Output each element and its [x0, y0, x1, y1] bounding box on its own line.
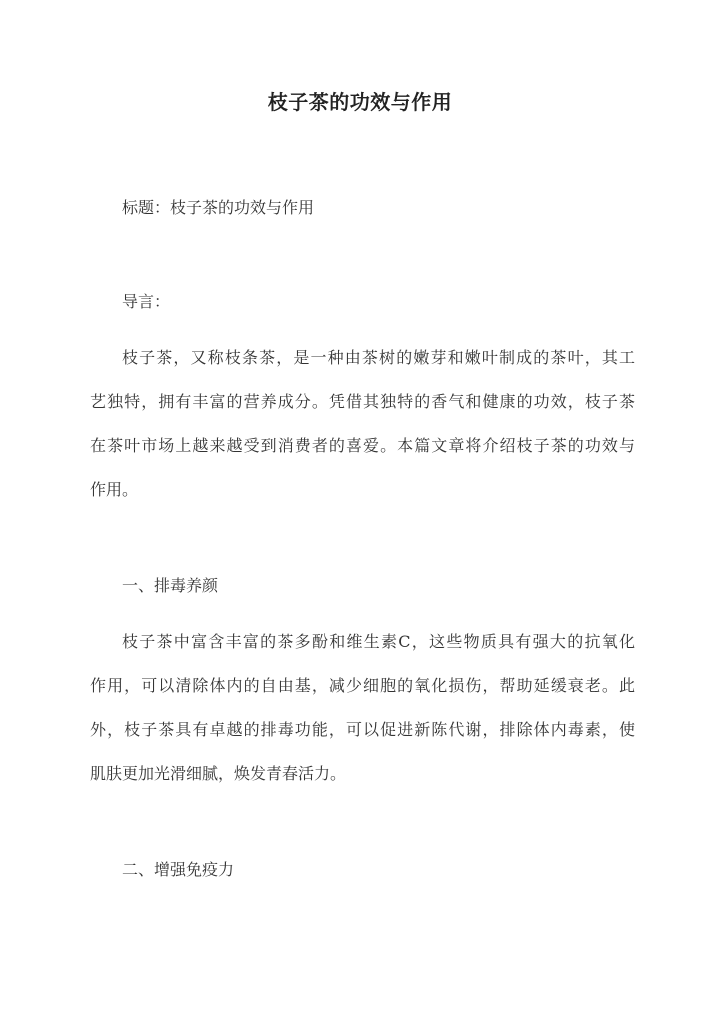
- section2-heading: 二、增强免疫力: [122, 860, 235, 879]
- intro-line-2: 艺独特，拥有丰富的营养成分。凭借其独特的香气和健康的功效，枝子茶: [90, 392, 635, 411]
- intro-line-3: 在茶叶市场上越来越受到消费者的喜爱。本篇文章将介绍枝子茶的功效与: [90, 436, 635, 455]
- intro-line-1: 枝子茶，又称枝条茶，是一种由茶树的嫩芽和嫩叶制成的茶叶，其工: [122, 348, 635, 367]
- subtitle-line: 标题：枝子茶的功效与作用: [122, 198, 315, 217]
- section1-line-3: 外，枝子茶具有卓越的排毒功能，可以促进新陈代谢，排除体内毒素，使: [90, 720, 635, 739]
- document-title: 枝子茶的功效与作用: [267, 90, 453, 114]
- section1-heading: 一、排毒养颜: [122, 576, 219, 595]
- section1-line-2: 作用，可以清除体内的自由基，减少细胞的氧化损伤，帮助延缓衰老。此: [90, 676, 635, 695]
- intro-heading: 导言：: [122, 292, 171, 311]
- section1-line-4: 肌肤更加光滑细腻，焕发青春活力。: [90, 764, 347, 783]
- section1-line-1: 枝子茶中富含丰富的茶多酚和维生素C，这些物质具有强大的抗氧化: [122, 632, 635, 651]
- intro-line-4: 作用。: [90, 480, 139, 499]
